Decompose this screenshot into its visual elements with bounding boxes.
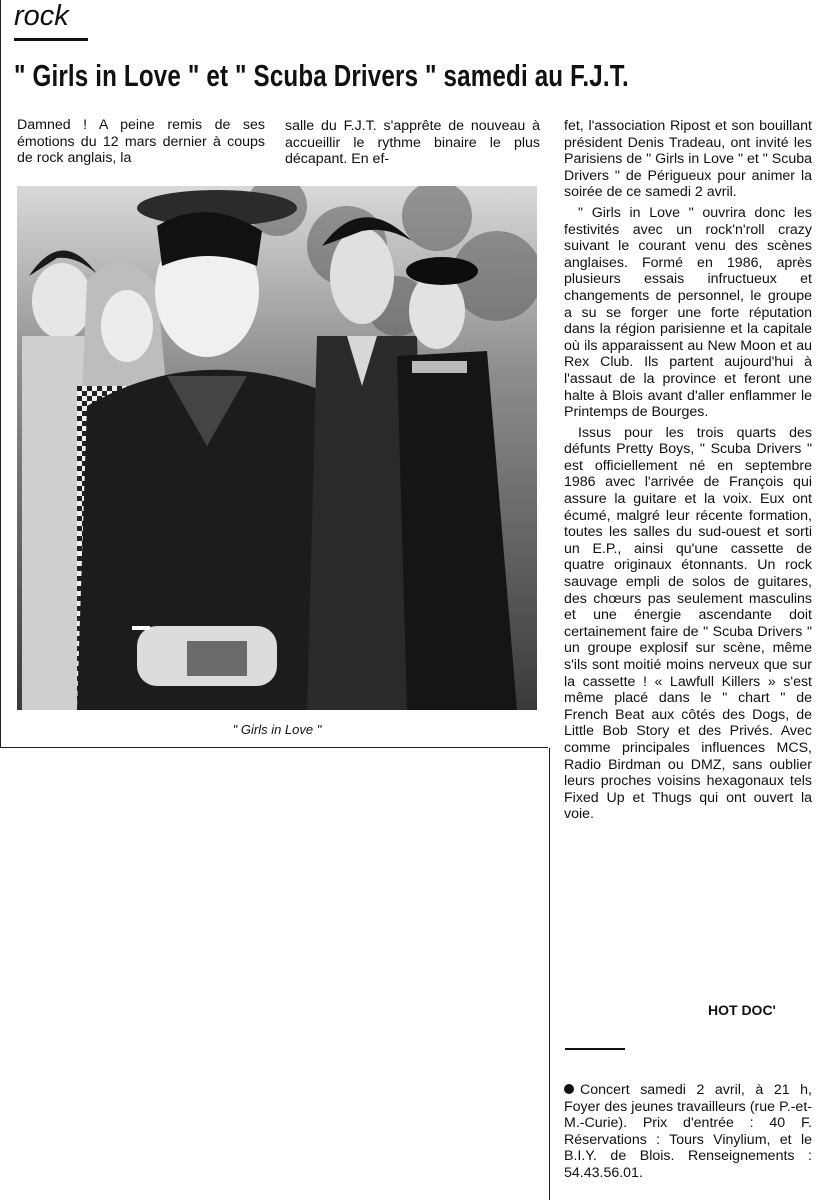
article-column-1: Damned ! A peine remis de ses émotions du 12 mars dernier à coups de rock anglais, la <box>17 117 265 167</box>
section-label: rock <box>14 0 69 32</box>
article-paragraph-2: " Girls in Love " ouvrira donc les festivités avec un rock'n'roll crazy suivant le courant venu des scènes anglaises. Formé en 1986, après plusieurs essais infructueux et changements de personnel, le groupe a su se forger une forte réputation dans la région parisienne et la capitale où ils apparaissent au New Moon et au Rex Club. Ils partent aujourd'hui à l'assaut de la province et feront une halte à Blois avant d'aller enflammer le Printemps de Bourges. <box>564 204 812 421</box>
article-signature: HOT DOC' <box>708 1002 776 1018</box>
concert-info-text: Concert samedi 2 avril, à 21 h, Foyer des jeunes travailleurs (rue P.-et-M.-Curie). Prix d'entrée : 40 F. Réservations : Tours Vinylium, et le B.I.Y. de Blois. Renseignements : 54.43.56.01. <box>564 1082 812 1181</box>
article-column-2: salle du F.J.T. s'apprête de nouveau à accueillir le rythme binaire le plus décapant. En ef- <box>285 118 540 168</box>
photo-caption: " Girls in Love " <box>232 722 322 737</box>
article-column-3 <box>564 118 812 823</box>
band-photo-image <box>17 186 537 710</box>
frame-bottom-rule <box>0 747 548 748</box>
article-paragraph-3: Issus pour les trois quarts des défunts Pretty Boys, " Scuba Drivers " est officiellement né en septembre 1986 avec l'arrivée de François qui assure la guitare et la voix. Eux ont écumé, malgré leur récente formation, toutes les salles du sud-ouest et sorti un E.P., ainsi qu'une cassette de quatre originaux étonnants. Un rock sauvage empli de solos de guitares, des chœurs pas seulement masculins et une énergie ascendante doit certainement faire de " Scuba Drivers " un groupe explosif sur scène, même s'ils sont moitié moins nerveux que sur la cassette ! « Lawfull Killers » s'est même placé dans le " chart " de French Beat aux côtés des Dogs, de Little Bob Story et des Privés. Avec comme principales influences MCS, Radio Birdman ou DMZ, sans oublier leurs proches voisins hexagonaux tels Fixed Up et Thugs qui ont ouvert la voie. <box>564 424 812 823</box>
frame-left-rule <box>0 0 1 748</box>
concert-info-box <box>564 1082 812 1182</box>
band-photo <box>17 186 537 710</box>
section-underline <box>14 38 88 41</box>
frame-right-rule <box>549 748 550 1200</box>
separator-rule <box>565 1048 625 1050</box>
bullet-icon <box>564 1084 574 1094</box>
article-paragraph-1: fet, l'association Ripost et son bouillant président Denis Tradeau, ont invité les Parisiens de " Girls in Love " et " Scuba Drivers " de Périgueux pour animer la soirée de ce samedi 2 avril. <box>564 118 812 201</box>
headline: " Girls in Love " et " Scuba Drivers " samedi au F.J.T. <box>14 58 629 93</box>
